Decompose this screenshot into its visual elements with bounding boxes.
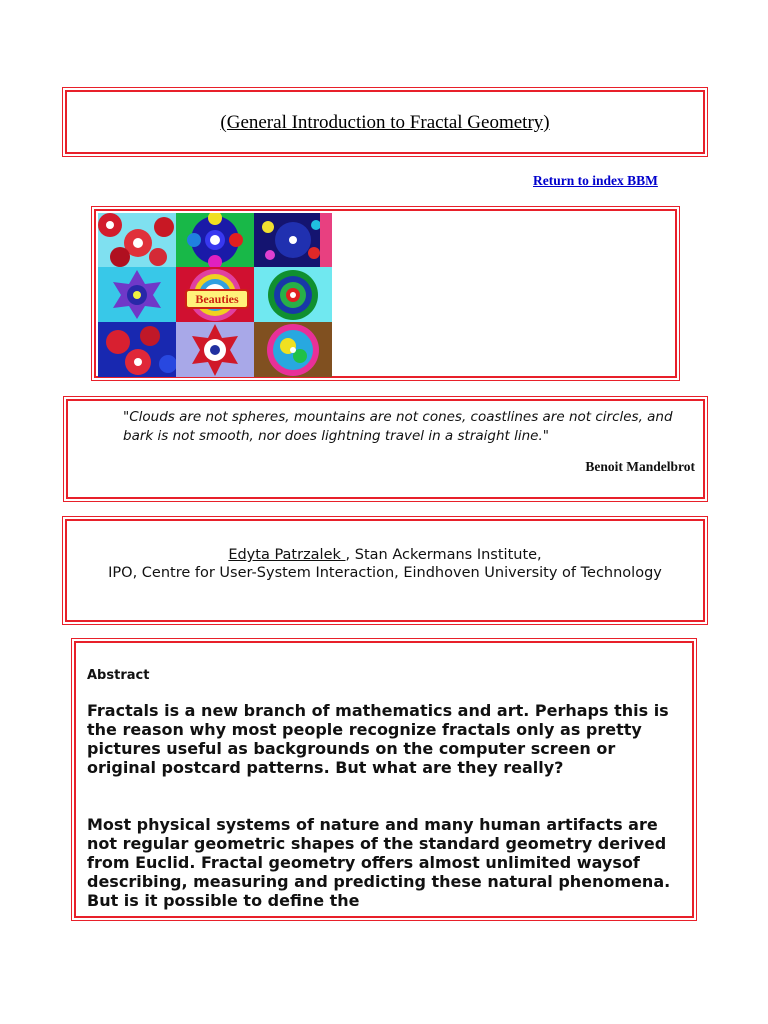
mandelbrot-quote: "Clouds are not spheres, mountains are not cones, coastlines are not circles, and bark is not smooth, nor does lightning travel in a straight line." bbox=[123, 409, 673, 444]
author-info bbox=[77, 546, 693, 582]
fractal-blue-flower bbox=[176, 213, 254, 267]
fractal-blue-red-julia bbox=[98, 322, 176, 377]
fractal-beauties-rings bbox=[176, 267, 254, 322]
abstract-paragraph-2: Most physical systems of nature and many human artifacts are not regular geometric shapes of the standard geometry derived from Euclid. Fractal geometry offers almost unlimited waysof describing, measuring and predicting these natural phenomena. But is it possible to define the bbox=[87, 815, 671, 910]
fractal-gallery-box bbox=[94, 209, 677, 378]
abstract-paragraph-1: Fractals is a new branch of mathematics and art. Perhaps this is the reason why most people recognize fractals only as pretty pictures useful as backgrounds on the computer screen or original postcard patterns. But what are they really? bbox=[87, 701, 669, 777]
author-affiliation-2: IPO, Centre for User-System Interaction, Eindhoven University of Technology bbox=[108, 565, 662, 581]
beauties-label: Beauties bbox=[185, 289, 249, 309]
author-name-link[interactable]: Edyta Patrzalek bbox=[228, 547, 346, 563]
abstract-box bbox=[74, 641, 694, 918]
title-box bbox=[65, 90, 705, 154]
author-box bbox=[65, 519, 705, 622]
fractal-dark-spiral bbox=[254, 213, 332, 267]
fractal-pink-swirl bbox=[254, 322, 332, 377]
author-affiliation-1: , Stan Ackermans Institute, bbox=[345, 547, 542, 563]
abstract-heading: Abstract bbox=[87, 668, 150, 683]
quote-author: Benoit Mandelbrot bbox=[585, 459, 695, 474]
quote-box bbox=[66, 399, 705, 499]
return-to-index-link[interactable]: Return to index BBM bbox=[533, 173, 658, 188]
fractal-cyan-star bbox=[98, 267, 176, 322]
fractal-green-mandala bbox=[254, 267, 332, 322]
fractal-snowflake bbox=[176, 322, 254, 377]
page-title: (General Introduction to Fractal Geometry) bbox=[220, 112, 550, 133]
fractal-red-julia bbox=[98, 213, 176, 267]
fractal-gallery bbox=[98, 213, 332, 377]
